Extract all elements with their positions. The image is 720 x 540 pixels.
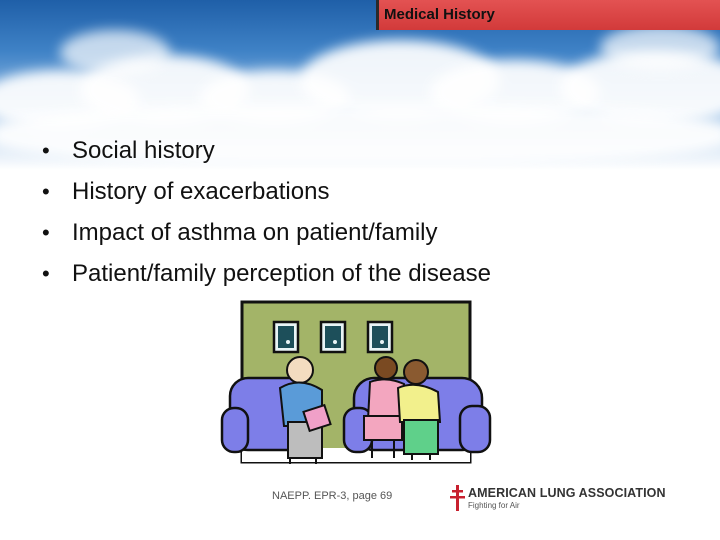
consultation-clipart [218,298,500,470]
bullet-item [42,171,491,212]
bullet-item [42,212,491,253]
bullet-list [42,130,491,294]
bullet-dot: • [42,179,50,204]
bullet-text: Patient/family perception of the disease [72,260,491,287]
slide-title: Medical History [384,6,495,23]
citation: NAEPP. EPR-3, page 69 [272,490,393,502]
bullet-text: History of exacerbations [72,178,330,205]
bullet-item [42,253,491,294]
cross-of-lorraine-icon [450,485,465,511]
bullet-item [42,130,491,171]
bullet-dot: • [42,261,50,286]
bullet-dot: • [42,138,50,163]
ala-logo-name: AMERICAN LUNG ASSOCIATION [468,486,666,500]
bullet-text: Impact of asthma on patient/family [72,219,438,246]
ala-logo-tagline: Fighting for Air [468,501,520,510]
bullet-text: Social history [72,137,215,164]
bullet-dot: • [42,220,50,245]
